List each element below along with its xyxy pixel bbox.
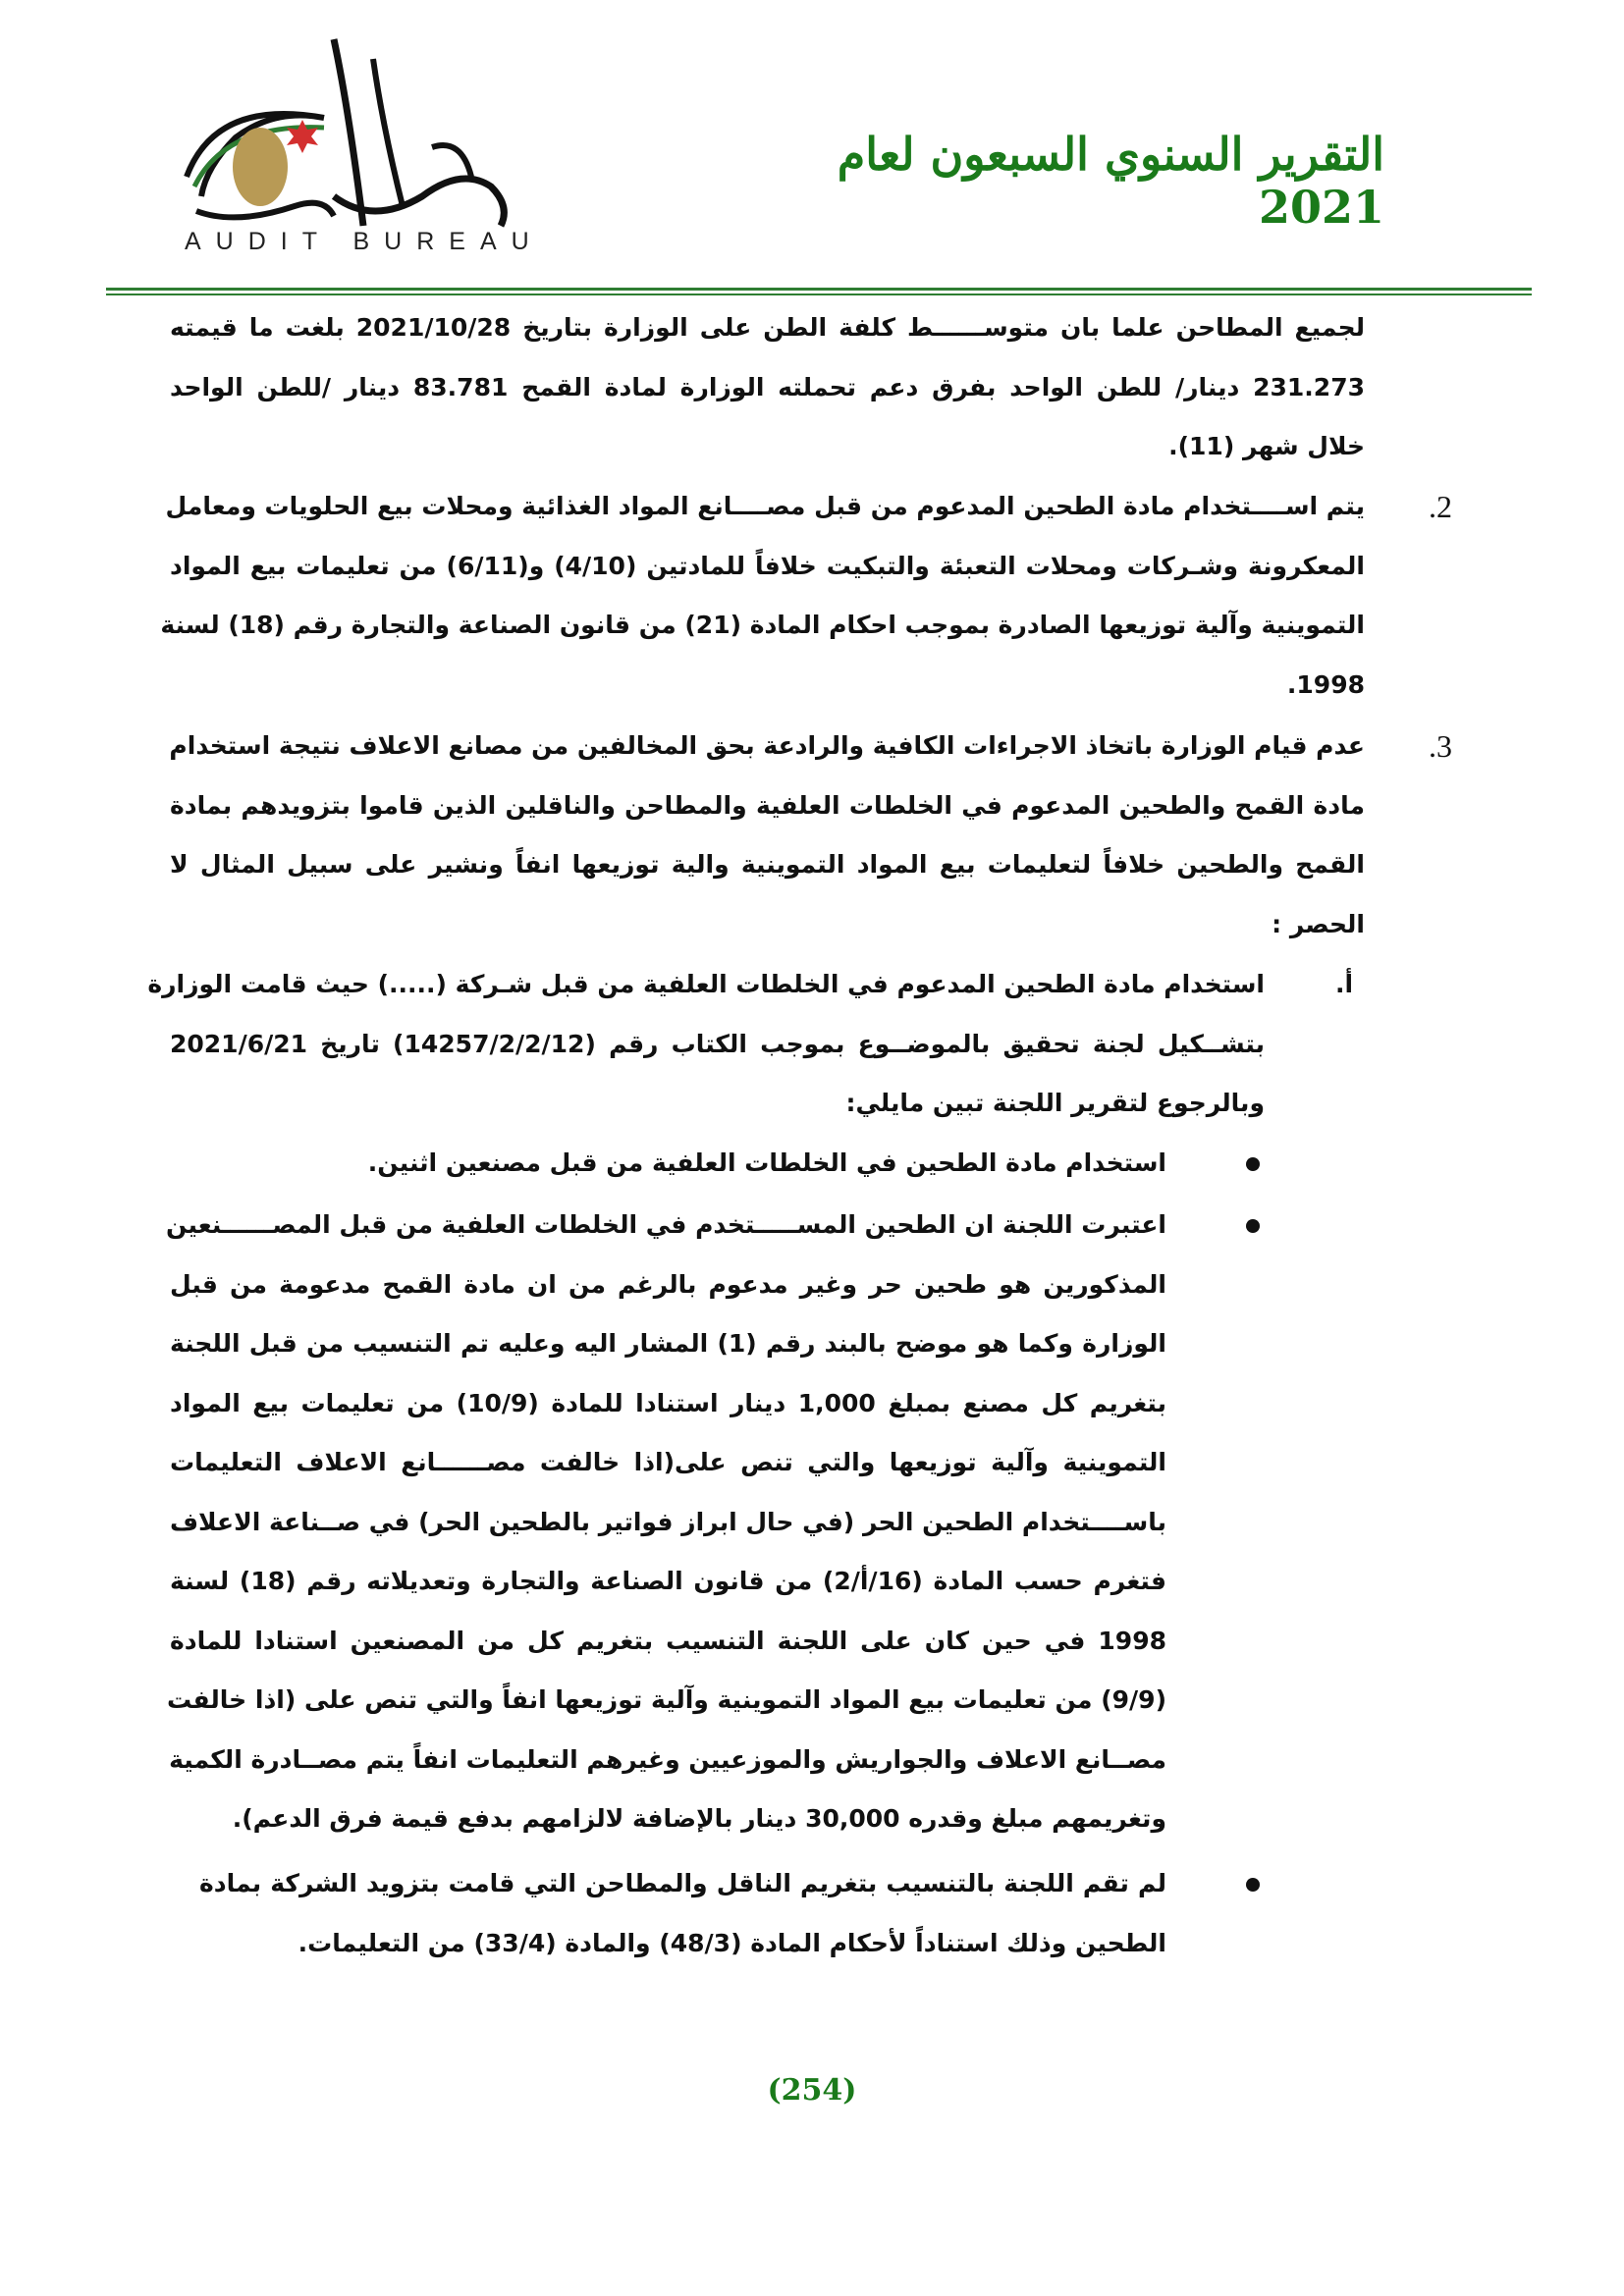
text-line: عدم قيام الوزارة باتخاذ الاجراءات الكافية والرادعة بحق المخالفين من مصانع الاعلاف نتيجة استخدام [169,731,1365,760]
text-line: مصــانع الاعلاف والجواريش والموزعيين وغيرهم التعليمات انفاً يتم مصــادرة الكمية [169,1744,1166,1774]
text-line: التموينية وآلية توزيعها والتي تنص على(اذا خالفت مصــــــانع الاعلاف التعليمات [170,1448,1166,1476]
sub-item-letter: أ. [1335,970,1354,998]
text-line: الحصر : [1272,909,1365,938]
text-line: استخدام مادة الطحين المدعوم في الخلطات العلفية من قبل شـركة (.....) حيث قامت الوزارة [147,970,1265,998]
item-number: 2. [1429,489,1452,524]
text-line: التموينية وآلية توزيعها الصادرة بموجب احكام المادة (21) من قانون الصناعة والتجارة رقم (18) لسنة [160,611,1365,639]
text-line: باســــتخدام الطحين الحر (في حال ابراز فواتير بالطحين الحر) في صــناعة الاعلاف [169,1507,1166,1536]
text-line: لجميع المطاحن علما بان متوســــــط كلفة الطن على الوزارة بتاريخ 2021/10/28 بلغت ما قيمته [170,313,1365,342]
text-line: 1998 في حين كان على اللجنة التنسيب بتغريم كل من المصنعين استنادا للمادة [170,1626,1166,1655]
text-line: يتم اســــتخدام مادة الطحين المدعوم من قبل مصــــانع المواد الغذائية ومحلات بيع الحلويات ومعامل [165,492,1365,520]
text-line: 1998. [1286,669,1365,699]
bullet-icon [1246,1878,1260,1892]
text-line: وتغريمهم مبلغ وقدره 30,000 دينار بالإضافة لالزامهم بدفع قيمة فرق الدعم). [232,1804,1166,1833]
header-divider-thin [106,294,1532,295]
text-line: الطحين وذلك استناداً لأحكام المادة (48/3) والمادة (33/4) من التعليمات. [298,1928,1166,1957]
text-line: المعكرونة وشـركات ومحلات التعبئة والتبكيت خلافاً للمادتين (4/10) و(6/11) من تعليمات بيع المواد [170,551,1365,580]
bullet-paragraph [166,1196,1167,1849]
bullet-icon [1246,1157,1260,1171]
page-number: (254) [767,2073,857,2108]
header-divider [106,288,1532,291]
text-line: الوزارة وكما هو موضح بالبند رقم (1) المشار اليه وعليه تم التنسيب من قبل اللجنة [170,1329,1166,1358]
logo-caption: AUDIT BUREAU [185,228,544,255]
bullet-icon [1246,1219,1260,1233]
text-line: خلال شهر (11). [1168,432,1365,460]
text-line: فتغرم حسب المادة (16/أ/2) من قانون الصناعة والتجارة وتعديلاته رقم (18) لسنة [170,1567,1167,1595]
text-line: (9/9) من تعليمات بيع المواد التموينية وآلية توزيعها انفاً والتي تنص على (اذا خالفت [166,1685,1166,1714]
text-line: اعتبرت اللجنة ان الطحين المســـــتخدم في الخلطات العلفية من قبل المصــــــنعين [166,1210,1166,1239]
text-line: استخدام مادة الطحين في الخلطات العلفية من قبل مصنعين اثنين. [367,1148,1166,1177]
bullet-paragraph [363,1134,1166,1194]
text-line: المذكورين هو طحين حر وغير مدعوم بالرغم من ان مادة القمح مدعومة من قبل [170,1269,1166,1299]
report-title: التقرير السنوي السبعون لعام 2021 [837,128,1384,234]
text-line: لم تقم اللجنة بالتنسيب بتغريم الناقل والمطاحن التي قامت بتزويد الشركة بمادة [199,1869,1166,1897]
item-3-paragraph [170,717,1365,954]
bullet-paragraph [199,1854,1166,1973]
text-line: مادة القمح والطحين المدعوم في الخلطات العلفية والمطاحن والناقلين الذين قاموا بتزويدهم بمادة [170,790,1365,820]
text-line: 231.273 دينار/ للطن الواحد بفرق دعم تحملته الوزارة لمادة القمح 83.781 دينار /للطن الواحد [170,372,1365,401]
item-number: 3. [1429,728,1452,764]
item-2-paragraph [160,477,1365,715]
text-line: بتشــكيل لجنة تحقيق بالموضــوع بموجب الكتاب رقم (14257/2/2/12) تاريخ 2021/6/21 [170,1029,1265,1058]
sub-item-a-paragraph [147,955,1265,1134]
text-line: القمح والطحين خلافاً لتعليمات بيع المواد التموينية والية توزيعها انفاً ونشير على سبيل المثال لا [170,850,1365,879]
intro-paragraph [170,298,1365,477]
text-line: وبالرجوع لتقرير اللجنة تبين مايلي: [845,1089,1265,1117]
text-line: بتغريم كل مصنع بمبلغ 1,000 دينار استنادا للمادة (10/9) من تعليمات بيع المواد [170,1388,1166,1417]
